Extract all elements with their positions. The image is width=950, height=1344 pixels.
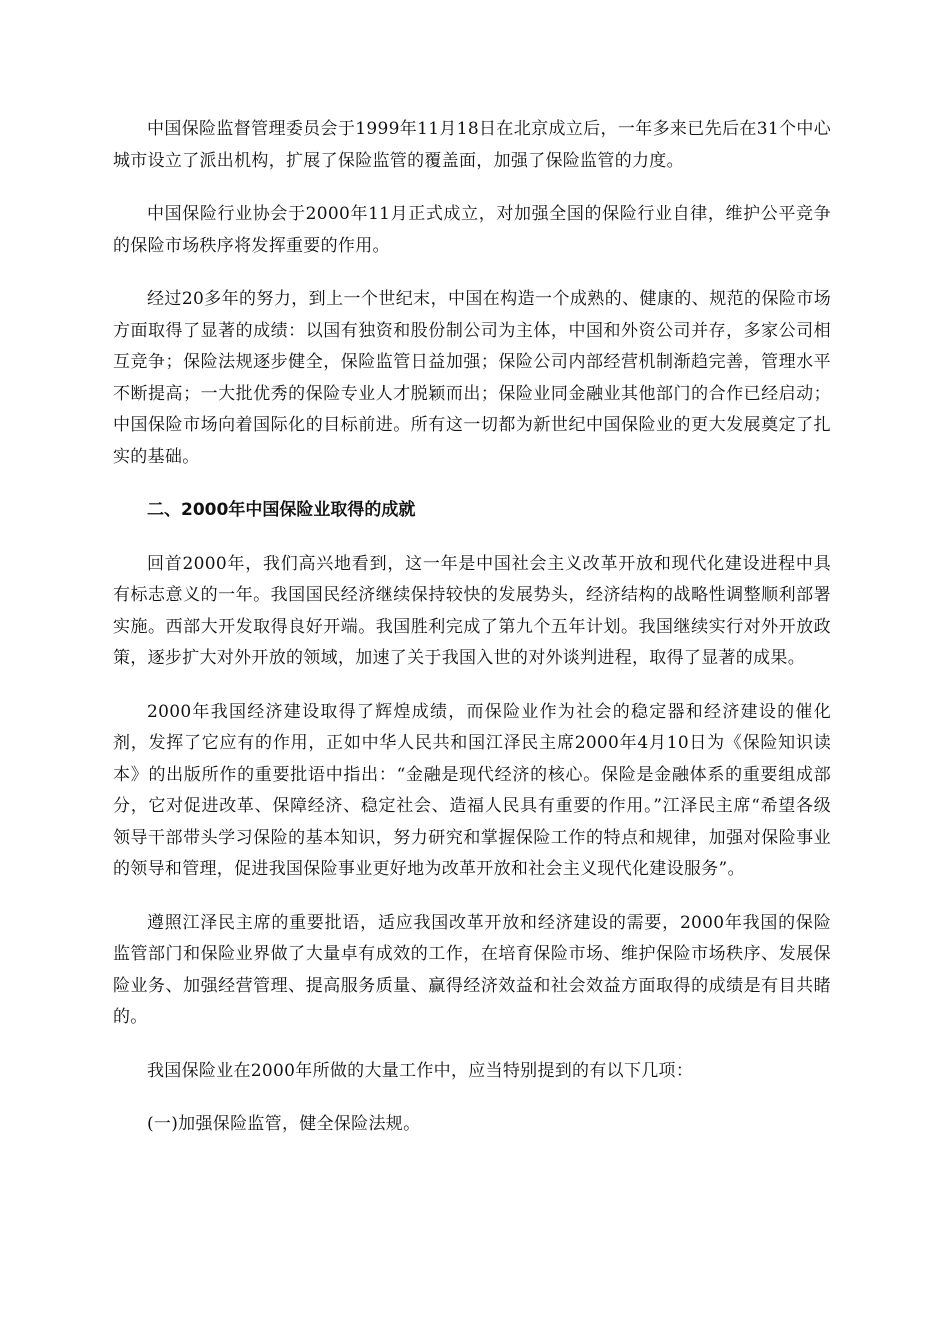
section-heading: 二、2000年中国保险业取得的成就 [147, 500, 416, 520]
paragraph-regulatory-work: 遵照江泽民主席的重要批语，适应我国改革开放和经济建设的需要，2000年我国的保险监管部门和保险业界做了大量卓有成效的工作，在培育保险市场、维护保险市场秩序、发展保险业务、加强经营管理、提高服务质量、赢得经济效益和社会效益方面取得的成绩是有目共睹的。 [113, 912, 831, 1027]
paragraph-circ-founding: 中国保险监督管理委员会于1999年11月18日在北京成立后，一年多来已先后在31个中心城市设立了派出机构，扩展了保险监管的覆盖面，加强了保险监管的力度。 [113, 119, 831, 171]
paragraph-insurance-association: 中国保险行业协会于2000年11月正式成立，对加强全国的保险行业自律，维护公平竞争的保险市场秩序将发挥重要的作用。 [113, 204, 831, 256]
document-page [113, 114, 831, 1141]
list-item-strengthen-supervision: (一)加强保险监管，健全保险法规。 [147, 1114, 421, 1134]
paragraph-key-items-intro: 我国保险业在2000年所做的大量工作中，应当特别提到的有以下几项： [147, 1060, 694, 1081]
paragraph-twenty-years-progress: 经过20多年的努力，到上一个世纪末，中国在构造一个成熟的、健康的、规范的保险市场方面取得了显著的成绩：以国有独资和股份制公司为主体，中国和外资公司并存，多家公司相互竞争；保险法规逐步健全，保险监管日益加强；保险公司内部经营机制渐趋完善，管理水平不断提高；一大批优秀的保险专业人才脱颖而出；保险业同金融业其他部门的合作已经启动；中国保险市场向着国际化的目标前进。所有这一切都为新世纪中国保险业的更大发展奠定了扎实的基础。 [113, 289, 831, 467]
paragraph-review-2000: 回首2000年，我们高兴地看到，这一年是中国社会主义改革开放和现代化建设进程中具有标志意义的一年。我国国民经济继续保持较快的发展势头，经济结构的战略性调整顺利部署实施。西部大开发取得良好开端。我国胜利完成了第九个五年计划。我国继续实行对外开放政策，逐步扩大对外开放的领域，加速了关于我国入世的对外谈判进程，取得了显著的成果。 [113, 553, 831, 668]
paragraph-economic-achievements: 2000年我国经济建设取得了辉煌成绩，而保险业作为社会的稳定器和经济建设的催化剂，发挥了它应有的作用，正如中华人民共和国江泽民主席2000年4月10日为《保险知识读本》的出版所作的重要批语中指出：“金融是现代经济的核心。保险是金融体系的重要组成部分，它对促进改革、保障经济、稳定社会、造福人民具有重要的作用。”江泽民主席“希望各级领导干部带头学习保险的基本知识，努力研究和掌握保险工作的特点和规律，加强对保险事业的领导和管理，促进我国保险事业更好地为改革开放和社会主义现代化建设服务”。 [113, 701, 831, 879]
